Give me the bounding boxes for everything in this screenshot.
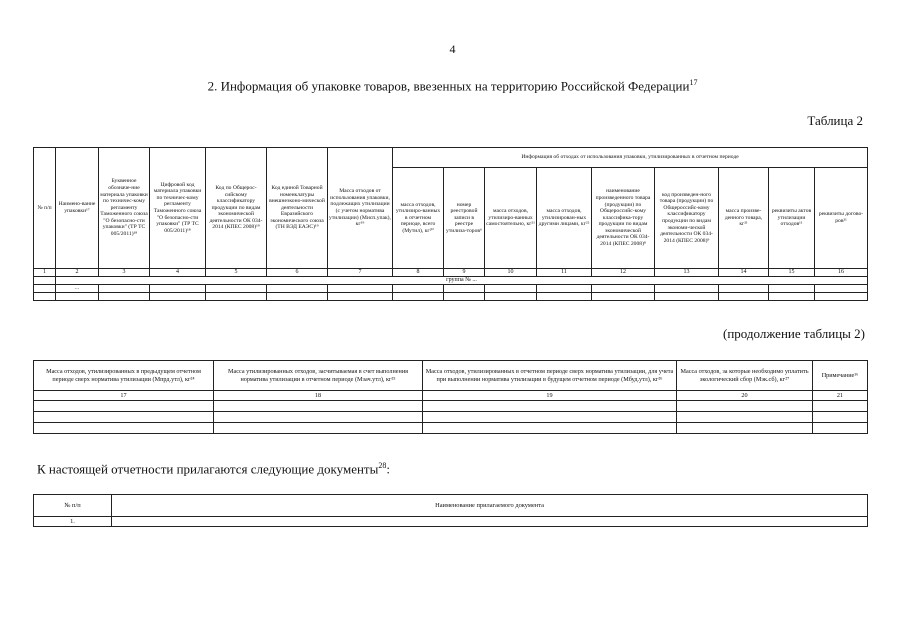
table-cell — [56, 293, 99, 301]
table-cell — [34, 412, 214, 423]
table-cell — [34, 277, 56, 285]
table-row — [34, 285, 868, 293]
table-label: Таблица 2 — [807, 113, 863, 128]
table-cell — [423, 423, 677, 434]
row-number: 1. — [34, 517, 112, 527]
section-heading-footnote: 17 — [689, 78, 698, 87]
column-number: 2 — [56, 269, 99, 277]
table-cell — [34, 423, 214, 434]
header-cell: Масса отходов, утилизированных в предыдущем отчетном периоде сверх норматива утилизации (Мпрд.утл), кг²⁴ — [34, 361, 214, 391]
table-cell — [267, 285, 328, 293]
column-number-row — [34, 391, 868, 401]
table-cell — [34, 285, 56, 293]
table-cell — [423, 401, 677, 412]
documents-caption-text: К настоящей отчетности прилагаются следующие документы — [37, 461, 379, 477]
table-cell — [34, 293, 56, 301]
column-number: 21 — [813, 391, 868, 401]
column-number: 16 — [815, 269, 868, 277]
sub-header-cell: масса произве-денного товара, кг²¹ — [719, 168, 769, 269]
column-number: 6 — [267, 269, 328, 277]
sub-header-cell: номер реестровой записи в реестре утилиза-торов⁶ — [444, 168, 485, 269]
table-cell — [328, 293, 393, 301]
column-number: 19 — [423, 391, 677, 401]
table-cell — [813, 401, 868, 412]
table-cell — [677, 401, 813, 412]
table-cell — [206, 285, 267, 293]
table-cell — [815, 293, 868, 301]
table-cell — [393, 293, 444, 301]
table-cell: ... — [56, 285, 99, 293]
table-cell — [677, 412, 813, 423]
header-cell: Масса отходов, за которые необходимо уплатить экологический сбор (Мэк.сб), кг²⁷ — [677, 361, 813, 391]
table-cell — [150, 293, 206, 301]
column-number: 18 — [214, 391, 423, 401]
table-cell — [444, 285, 485, 293]
group-label-cell: группа № ... — [56, 277, 868, 285]
column-number: 14 — [719, 269, 769, 277]
sub-header-cell: масса отходов, утилизиро-ванных в отчетном периоде, всего (Мутил), кг²⁰ — [393, 168, 444, 269]
column-number: 15 — [769, 269, 815, 277]
table-cell — [592, 293, 655, 301]
table-cell — [537, 285, 592, 293]
table-cell — [112, 517, 868, 527]
column-number: 12 — [592, 269, 655, 277]
sub-header-cell: масса отходов, утилизирован-ных другими лицами, кг²² — [537, 168, 592, 269]
header-cell: Наимено-вание упаковки¹⁷ — [56, 148, 99, 269]
table-cell — [214, 401, 423, 412]
table-cell — [592, 285, 655, 293]
table-cell — [485, 285, 537, 293]
table-cell — [444, 293, 485, 301]
table-cell — [769, 293, 815, 301]
column-number: 17 — [34, 391, 214, 401]
table-row — [34, 293, 868, 301]
table-cell — [769, 285, 815, 293]
table-row — [34, 401, 868, 412]
continuation-table — [33, 360, 868, 434]
table-row — [34, 412, 868, 423]
documents-caption — [37, 461, 390, 477]
sub-header-cell: наименование произведенного товара (продукции) по Общероссийс-кому классифика-тору продукции по видам экономической деятельности ОК 034-2014 (КПЕС 2008)⁸ — [592, 168, 655, 269]
documents-table — [33, 494, 868, 527]
header-cell: Код единой Товарной номенклатуры внешнеэконо-мической деятельности Евразийского экономического союза (ТН ВЭД ЕАЭС)¹⁹ — [267, 148, 328, 269]
header-cell: Код по Общерос-сийскому классификатору продукции по видам экономической деятельности ОК 034-2014 (КПЕС 2008)¹⁹ — [206, 148, 267, 269]
table-cell — [677, 423, 813, 434]
packaging-table — [33, 147, 868, 301]
table-cell — [719, 293, 769, 301]
table-cell — [267, 293, 328, 301]
table-cell — [813, 423, 868, 434]
column-number: 1 — [34, 269, 56, 277]
header-cell: Цифровой код материала упаковки по техничес-кому регламенту Таможенного союза "О безопасно-сти упаковки" (ТР ТС 005/2011)¹⁸ — [150, 148, 206, 269]
column-number: 10 — [485, 269, 537, 277]
documents-caption-footnote: 28 — [378, 461, 387, 470]
table-cell — [423, 412, 677, 423]
column-number: 4 — [150, 269, 206, 277]
group-header-cell: Информация об отходах от использования упаковки, утилизированных в отчетном периоде — [393, 148, 868, 168]
table-cell — [206, 293, 267, 301]
column-number: 13 — [655, 269, 719, 277]
header-cell: Масса отходов от использования упаковки, подлежащих утилизации (с учетом норматива утилизации) (Мисп.упак), кг¹⁹ — [328, 148, 393, 269]
column-number: 7 — [328, 269, 393, 277]
table-cell — [719, 285, 769, 293]
header-cell: Масса отходов, утилизированных в отчетном периоде сверх норматива утилизации, для учета при выполнении норматива утилизации в будущем отчетном периоде (Мбуд.утл), кг²⁶ — [423, 361, 677, 391]
documents-caption-colon: : — [386, 461, 390, 477]
continuation-label: (продолжение таблицы 2) — [723, 326, 865, 341]
header-cell: Масса утилизированных отходов, засчитываемая в счет выполнения норматива утилизации в отчетном периоде (Мзач.утл), кг²⁵ — [214, 361, 423, 391]
header-cell: Буквенное обозначе-ние материала упаковки по техничес-кому регламенту Таможенного союза "О безопасно-сти упаковки" (ТР ТС 005/2011)¹⁸ — [99, 148, 150, 269]
table-cell — [655, 285, 719, 293]
column-number: 5 — [206, 269, 267, 277]
header-cell: Наименование прилагаемого документа — [112, 495, 868, 517]
table-cell — [99, 293, 150, 301]
page-number: 4 — [449, 42, 456, 56]
table-row — [34, 517, 868, 527]
table-cell — [328, 285, 393, 293]
table-cell — [34, 401, 214, 412]
sub-header-cell: код произведен-ного товара (продукции) по Общероссийс-кому классификатору продукции по видам экономи-ческой деятельности ОК 034-2014 (КПЕС 2008)⁹ — [655, 168, 719, 269]
column-number: 8 — [393, 269, 444, 277]
sub-header-cell: реквизиты актов утилизации отходов¹¹ — [769, 168, 815, 269]
table-cell — [99, 285, 150, 293]
header-cell: № п/п — [34, 495, 112, 517]
table-cell — [485, 293, 537, 301]
table-cell — [150, 285, 206, 293]
column-number: 20 — [677, 391, 813, 401]
column-number: 11 — [537, 269, 592, 277]
table-cell — [214, 423, 423, 434]
table-cell — [537, 293, 592, 301]
table-cell — [813, 412, 868, 423]
table-cell — [815, 285, 868, 293]
table-cell — [655, 293, 719, 301]
header-cell: № п/п — [34, 148, 56, 269]
column-number-row — [34, 269, 868, 277]
section-heading — [0, 78, 905, 94]
sub-header-cell: масса отходов, утилизиро-ванных самостоятельно, кг²¹ — [485, 168, 537, 269]
sub-header-cell: реквизиты догово-ров²¹ — [815, 168, 868, 269]
table-row — [34, 423, 868, 434]
section-heading-text: 2. Информация об упаковке товаров, ввезенных на территорию Российской Федерации — [207, 78, 690, 94]
table-cell — [214, 412, 423, 423]
column-number: 9 — [444, 269, 485, 277]
group-row — [34, 277, 868, 285]
column-number: 3 — [99, 269, 150, 277]
table-cell — [393, 285, 444, 293]
header-cell: Примечание¹⁶ — [813, 361, 868, 391]
